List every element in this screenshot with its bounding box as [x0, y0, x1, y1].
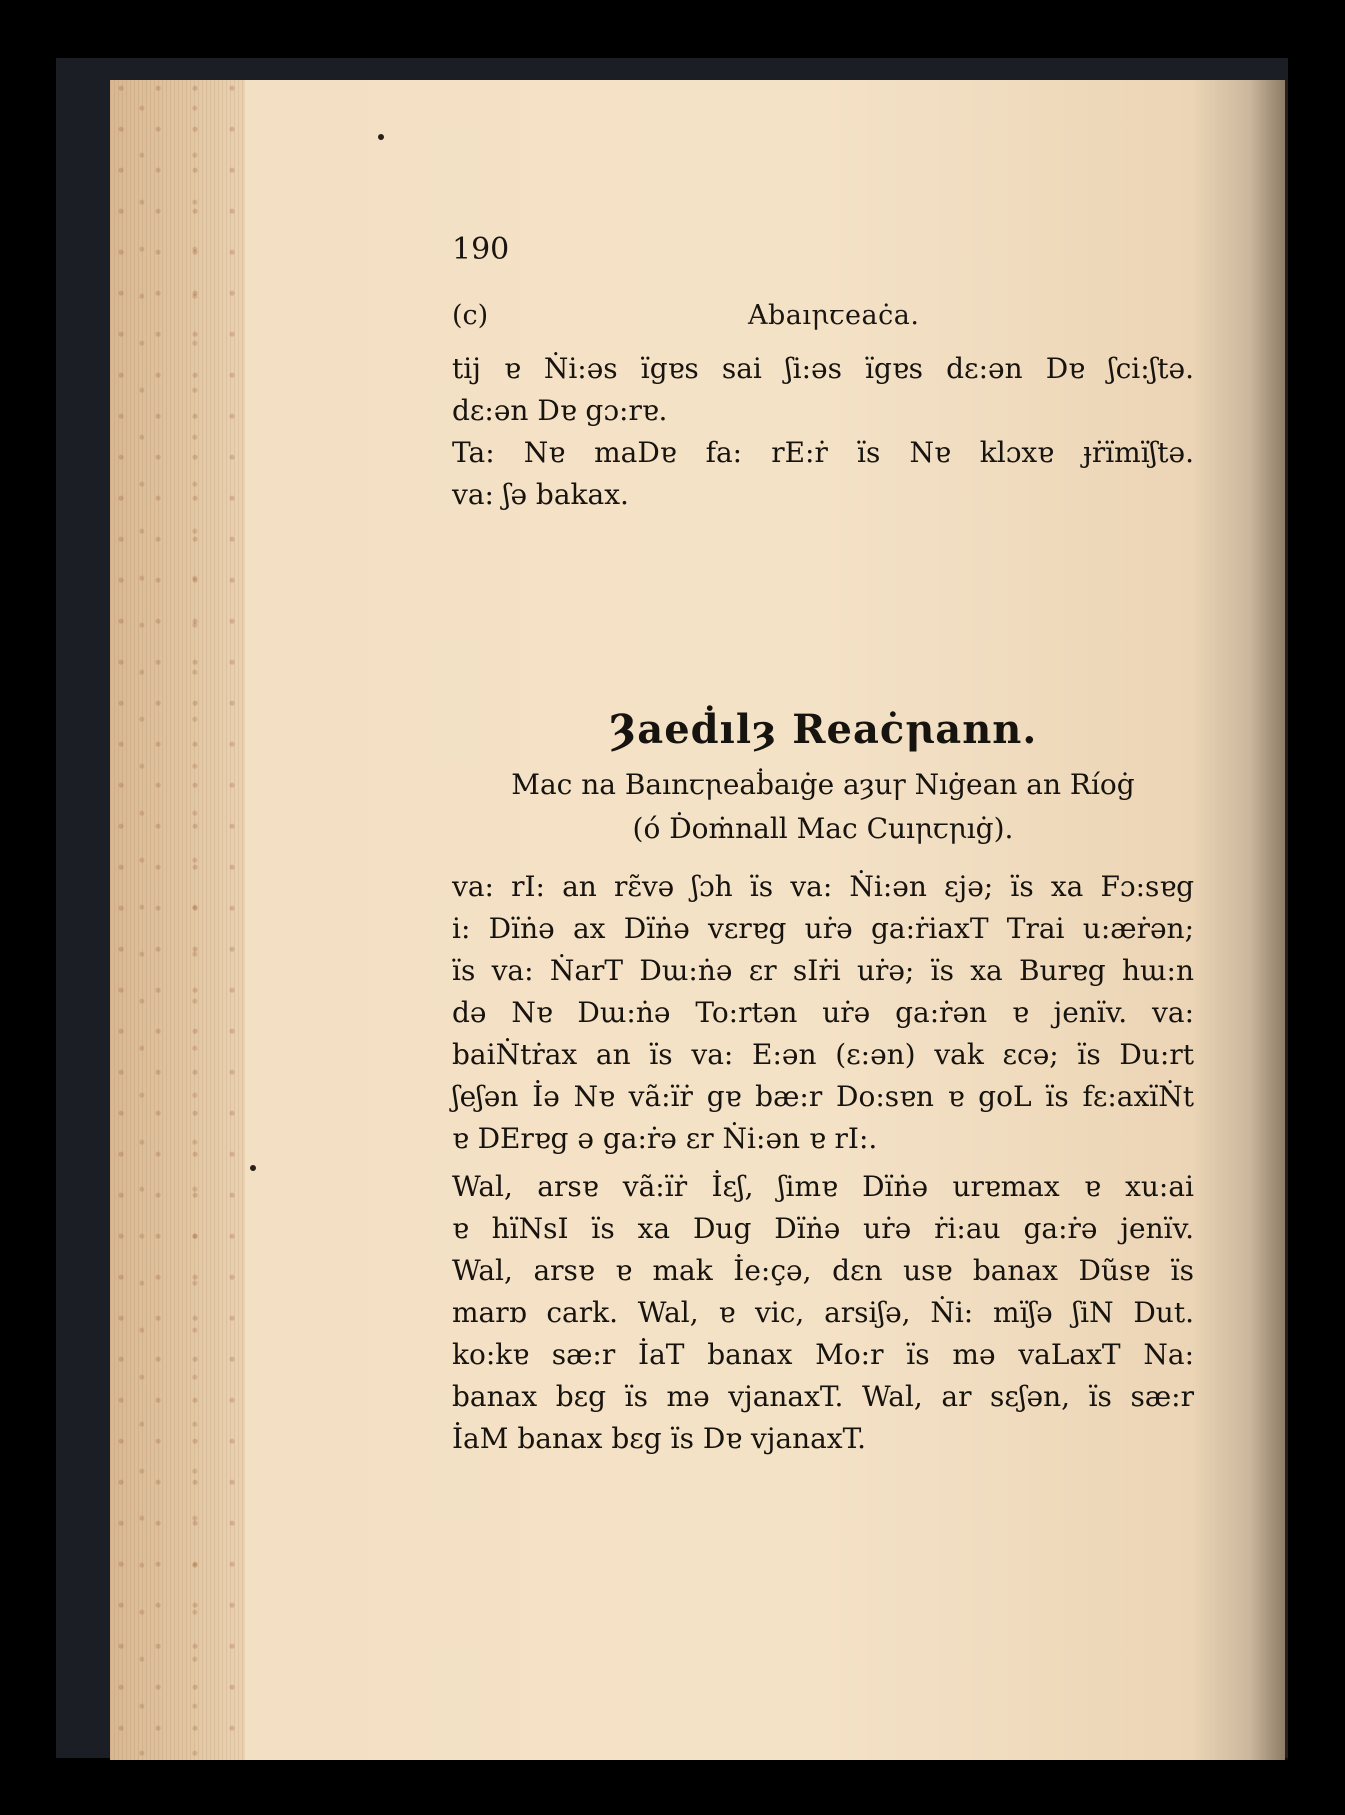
text-line: ɐ DErɐg ə ga:ṙə ɛr Ṅi:ən ɐ rI:. [452, 1122, 878, 1155]
text-line: tij ɐ Ṅi:əs ïgɐs sai ʃi:əs ïgɐs dɛ:ən Dɐ ʃci:ʃtə. [452, 352, 1194, 385]
text-line: Ta: Nɐ maDɐ fa: rE:ṙ ïs Nɐ klɔxɐ ɟṙïmïʃtə. [452, 436, 1194, 469]
top-block [452, 348, 1194, 516]
ink-speck [250, 1165, 256, 1171]
text-line: i: Dïṅə ax Dïṅə vɛrɐg uṙə ga:ṙiaxT Trai u:æṙən; [452, 912, 1194, 945]
story-attribution: (ó Ḋoṁnall Mac Cuıꞃꞇꞃıġ). [632, 812, 1014, 845]
text-line: ʃeʃən İə Nɐ vã:ïṙ gɐ bæ:r Do:sɐn ɐ goL ïs fɛ:axïṄt [452, 1080, 1194, 1113]
text-line: banax bɛg ïs mə vjanaxT. Wal, ar sɛʃən, ïs sæ:r [452, 1380, 1194, 1413]
text-line: Wal, arsɐ vã:ïṙ İɛʃ, ʃimɐ Dïṅə urɐmax ɐ xu:ai [452, 1170, 1194, 1203]
text-line: dɛ:ən Dɐ gɔ:rɐ. [452, 394, 668, 427]
story-subtitle: Mac na Baınꞇꞃeaḃaıġe aȝuꞅ Nıġean an Ríoġ [511, 768, 1135, 801]
section-marker: (c) [452, 300, 489, 331]
page-number: 190 [452, 232, 510, 267]
paragraph-2 [452, 1166, 1194, 1460]
text-line: ïs va: ṄarT Dɯ:ṅə ɛr sIṙi uṙə; ïs xa Burɐg hɯ:n [452, 954, 1194, 987]
running-title: Abaıꞃꞇeaċa. [748, 300, 920, 331]
text-line: də Nɐ Dɯ:ṅə To:rtən uṙə ga:ṙən ɐ jenïv. va: [452, 996, 1194, 1029]
text-line: baiṄtṙax an ïs va: E:ən (ɛ:ən) vak ɛcə; ïs Du:rt [452, 1038, 1194, 1071]
text-line: marɒ cark. Wal, ɐ vic, arsiʃə, Ṅi: mïʃə ʃiN Dut. [452, 1296, 1194, 1329]
page-edge-stack [110, 80, 245, 1760]
text-line: İaM banax bɛg ïs Dɐ vjanaxT. [452, 1422, 867, 1455]
spine-shadow [1250, 80, 1288, 1760]
story-heading: Ȝaeḋılȝ Reaċꞃann. [608, 706, 1038, 753]
text-line: Wal, arsɐ ɐ mak İe:çə, dɛn usɐ banax Dũsɐ ïs [452, 1254, 1194, 1287]
ink-speck [378, 134, 384, 140]
text-line: va: rI: an rɛ̃və ʃɔh ïs va: Ṅi:ən ɛjə; ïs xa Fɔ:sɐg [452, 870, 1194, 903]
text-line: ɐ hïNsI ïs xa Dug Dïṅə uṙə ṙi:au ga:ṙə jenïv. [452, 1212, 1194, 1245]
text-line: ko:kɐ sæ:r İaT banax Mo:r ïs mə vaLaxT Na: [452, 1338, 1194, 1371]
text-line: va: ʃə bakax. [452, 478, 629, 511]
paragraph-1 [452, 866, 1194, 1160]
